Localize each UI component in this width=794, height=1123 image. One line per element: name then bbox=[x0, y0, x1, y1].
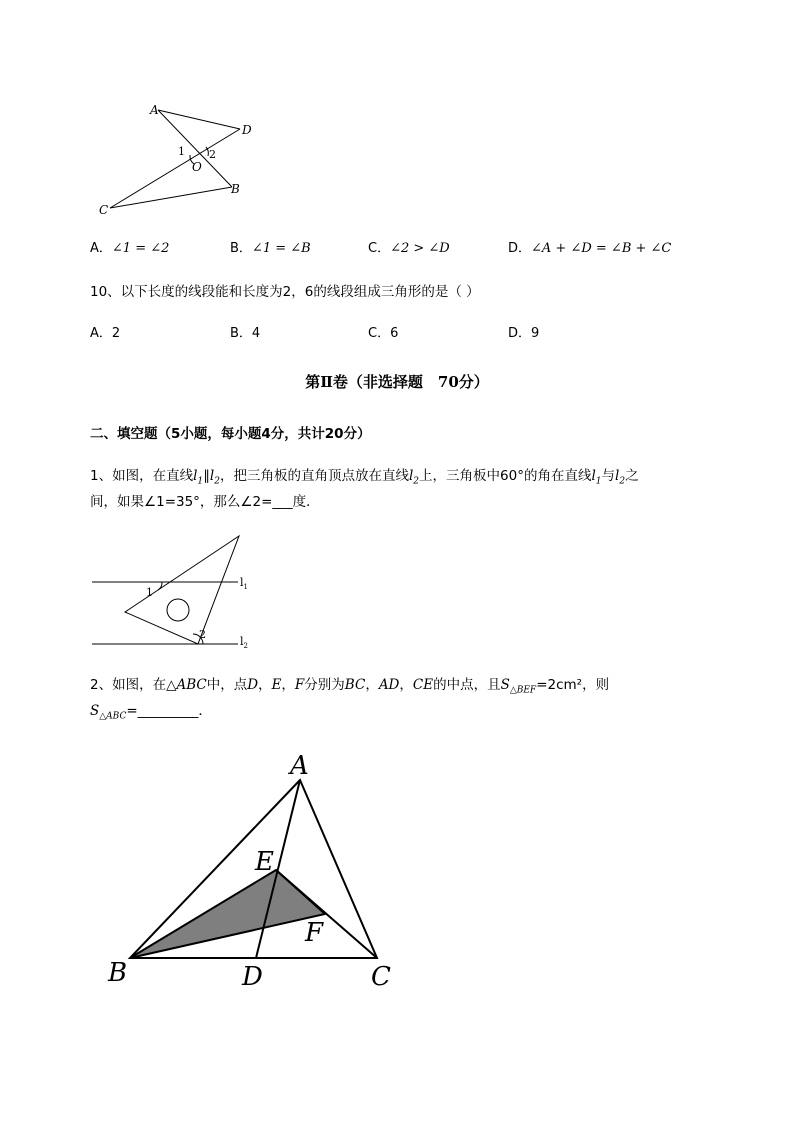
ruler-hole bbox=[167, 599, 189, 621]
q10-stem: 10、以下长度的线段能和长度为2，6的线段组成三角形的是（ ） bbox=[90, 284, 480, 300]
label-B: B bbox=[231, 182, 240, 196]
option-text: 2 bbox=[111, 326, 121, 341]
var-e: E bbox=[271, 677, 282, 693]
option-text: ∠1 = ∠2 bbox=[111, 241, 170, 256]
var-ce: CE bbox=[412, 677, 434, 693]
var-l2-sub: 2 bbox=[214, 476, 220, 487]
var-abc-sub: △ABC bbox=[99, 711, 127, 722]
option-text: 6 bbox=[390, 326, 399, 341]
fill2-line1: 2、如图，在△ABC中，点D，E，F分别为BC，AD，CE的中点，且$S_{\triangle BEF}=2cm^2$，则 bbox=[90, 677, 610, 696]
option-letter: D． bbox=[508, 241, 532, 256]
option-text: ∠1 = ∠B bbox=[251, 241, 311, 256]
label-D: D bbox=[242, 123, 252, 137]
segment-CD bbox=[110, 129, 240, 208]
q10-option-b[interactable] bbox=[230, 323, 260, 345]
var-l1: l bbox=[591, 468, 596, 484]
text-run: 上，三角板中60°的角在直线 bbox=[419, 468, 592, 484]
label-D: D bbox=[242, 962, 263, 992]
var-ad: AD bbox=[378, 677, 400, 693]
var-s: S bbox=[500, 677, 510, 693]
var-l2-sub: 2 bbox=[413, 476, 420, 487]
option-letter: A． bbox=[90, 241, 112, 256]
var-f: F bbox=[294, 677, 305, 693]
option-text: 9 bbox=[531, 326, 540, 341]
text-run: 1、如图，在直线 bbox=[90, 468, 194, 484]
segment-AD bbox=[158, 110, 240, 129]
text-run: 的中点，且 bbox=[433, 677, 501, 693]
var-l2: l bbox=[615, 468, 620, 484]
option-letter: C． bbox=[368, 241, 391, 256]
q9-option-b[interactable] bbox=[230, 238, 311, 260]
option-letter: B． bbox=[230, 241, 252, 256]
var-s: S bbox=[90, 703, 100, 719]
q10-option-c[interactable] bbox=[368, 323, 398, 345]
fill2-figure bbox=[100, 748, 410, 998]
label-E: E bbox=[255, 847, 274, 877]
fill1-line1 bbox=[90, 465, 639, 493]
q9-figure bbox=[90, 95, 270, 220]
label-1: 1 bbox=[178, 145, 185, 158]
var-bc: BC bbox=[344, 677, 366, 693]
text-run: 中，点 bbox=[206, 677, 248, 693]
option-letter: C． bbox=[368, 326, 391, 341]
option-letter: A． bbox=[90, 326, 112, 341]
label-A: A bbox=[150, 103, 159, 117]
q9-option-a[interactable] bbox=[90, 238, 169, 260]
var-l2-sub: 2 bbox=[619, 476, 626, 487]
label-A: A bbox=[290, 751, 309, 781]
text-run: 分别为 bbox=[304, 677, 345, 693]
label-C: C bbox=[99, 203, 109, 217]
fill1-line2: 间，如果∠1=35°，那么∠2=___度． bbox=[90, 494, 320, 510]
option-letter: D． bbox=[508, 326, 532, 341]
text-run: ，把三角板的直角顶点放在直线 bbox=[219, 468, 409, 484]
triangle-ruler bbox=[125, 536, 239, 644]
option-text: ∠2 > ∠D bbox=[390, 241, 450, 256]
label-C: C bbox=[371, 962, 391, 992]
angle-1-arc bbox=[158, 582, 162, 590]
text-run: 2、如图，在△ bbox=[90, 677, 177, 693]
label-2: 2 bbox=[199, 628, 206, 641]
part-two-title: 第Ⅱ卷（非选择题 70分） bbox=[305, 373, 489, 391]
label-O: O bbox=[192, 160, 202, 174]
label-B: B bbox=[108, 958, 128, 988]
option-letter: B． bbox=[230, 326, 252, 341]
q10-option-d[interactable] bbox=[508, 323, 539, 345]
var-l1: l bbox=[193, 468, 198, 484]
q10-option-a[interactable] bbox=[90, 323, 120, 345]
var-l1-sub: 1 bbox=[595, 476, 602, 487]
option-text: 4 bbox=[251, 326, 261, 341]
text-run: 之 bbox=[625, 468, 639, 484]
var-l1-sub: 1 bbox=[197, 476, 204, 487]
var-bef-sub: △BEF bbox=[509, 685, 537, 696]
label-2: 2 bbox=[209, 148, 216, 161]
var-l2: l bbox=[209, 468, 215, 484]
fill2-line2 bbox=[90, 700, 212, 728]
segment-AB bbox=[158, 110, 232, 187]
shaded-triangle-BEF bbox=[130, 870, 325, 958]
q9-option-d[interactable] bbox=[508, 238, 671, 260]
var-abc: ABC bbox=[176, 677, 207, 693]
triangle-ABC bbox=[130, 780, 377, 958]
option-text: ∠A + ∠D = ∠B + ∠C bbox=[531, 241, 672, 256]
text-run: =_________． bbox=[126, 703, 212, 719]
text-run: =2cm²，则 bbox=[536, 677, 610, 693]
label-l2: $l_2$ bbox=[240, 635, 248, 650]
label-1: 1 bbox=[146, 586, 153, 599]
var-l2: l bbox=[408, 468, 414, 484]
parallel-symbol: ∥ bbox=[203, 468, 210, 484]
section-heading: 二、填空题（5小题，每小题4分，共计20分） bbox=[90, 426, 371, 442]
label-F: F bbox=[305, 918, 324, 948]
fill1-figure bbox=[90, 530, 260, 655]
segment-CB bbox=[110, 187, 232, 208]
q9-option-c[interactable] bbox=[368, 238, 450, 260]
label-l1: $l_1$ bbox=[240, 576, 248, 591]
var-d: D bbox=[247, 677, 259, 693]
text-run: 与 bbox=[601, 468, 616, 484]
